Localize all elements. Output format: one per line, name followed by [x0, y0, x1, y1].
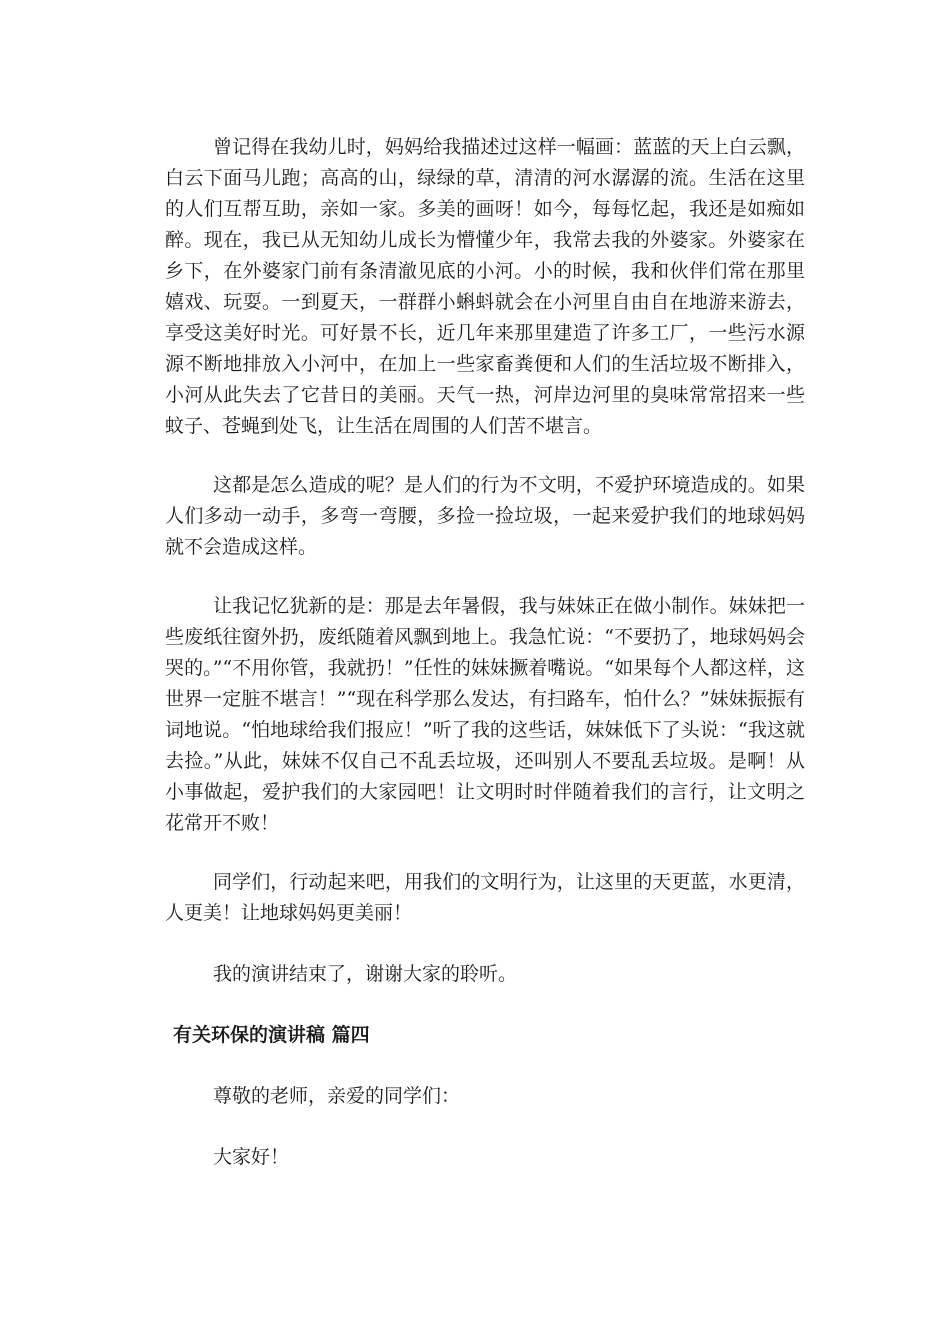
greeting-line: 尊敬的老师，亲爱的同学们： [213, 1085, 461, 1107]
paragraph-closing: 我的演讲结束了，谢谢大家的聆听。 [213, 963, 518, 985]
paragraph-call-to-action: 同学们，行动起来吧，用我们的文明行为，让这里的天更蓝，水更清，人更美！让地球妈妈更美丽！ [165, 871, 805, 924]
salutation-line: 大家好！ [213, 1146, 290, 1168]
paragraph-sister-story: 让我记忆犹新的是：那是去年暑假，我与妹妹正在做小制作。妹妹把一些废纸往窗外扔，废纸随着风飘到地上。我急忙说：“不要扔了，地球妈妈会哭的。”“不用你管，我就扔！”任性的妹妹撅着嘴说。“如果每个人都这样，这世界一定脏不堪言！”“现在科学那么发达，有扫路车，怕什么？”妹妹振振有词地说。“怕地球给我们报应！”听了我的这些话，妹妹低下了头说：“我这就去捡。”从此，妹妹不仅自己不乱丢垃圾，还叫别人不要乱丢垃圾。是啊！从小事做起，爱护我们的大家园吧！让文明时时伴随着我们的言行，让文明之花常开不败！ [165, 595, 805, 834]
document-page [165, 132, 805, 1173]
paragraph-cause: 这都是怎么造成的呢？是人们的行为不文明，不爱护环境造成的。如果人们多动一动手，多弯一弯腰，多捡一捡垃圾，一起来爱护我们的地球妈妈就不会造成这样。 [165, 474, 805, 558]
section-heading: 有关环保的演讲稿 篇四 [173, 1024, 370, 1046]
paragraph-childhood-memory: 曾记得在我幼儿时，妈妈给我描述过这样一幅画：蓝蓝的天上白云飘，白云下面马儿跑；高高的山，绿绿的草，清清的河水潺潺的流。生活在这里的人们互帮互助，亲如一家。多美的画呀！如今，每每忆起，我还是如痴如醉。现在，我已从无知幼儿成长为懵懂少年，我常去我的外婆家。外婆家在乡下，在外婆家门前有条清澈见底的小河。小的时候，我和伙伴们常在那里嬉戏、玩耍。一到夏天，一群群小蝌蚪就会在小河里自由自在地游来游去，享受这美好时光。可好景不长，近几年来那里建造了许多工厂，一些污水源源不断地排放入小河中，在加上一些家畜粪便和人们的生活垃圾不断排入，小河从此失去了它昔日的美丽。天气一热，河岸边河里的臭味常常招来一些蚊子、苍蝇到处飞，让生活在周围的人们苦不堪言。 [165, 136, 805, 437]
